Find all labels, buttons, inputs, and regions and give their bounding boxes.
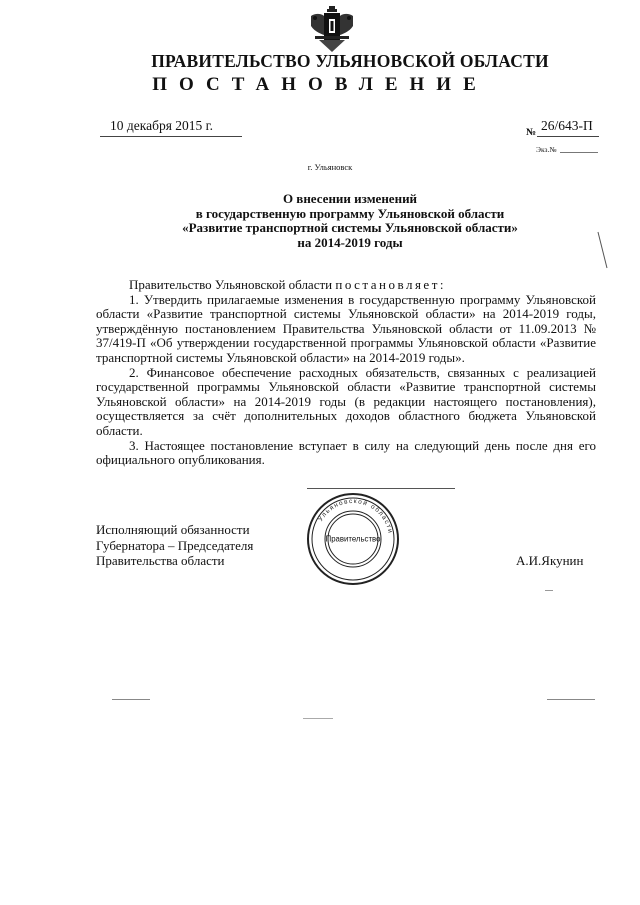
government-title: ПРАВИТЕЛЬСТВО УЛЬЯНОВСКОЙ ОБЛАСТИ xyxy=(151,51,549,71)
signer-position-line: Правительства области xyxy=(96,553,225,568)
decree-subject xyxy=(0,192,640,250)
date-underline xyxy=(100,136,242,137)
preamble-resolves: постановляет: xyxy=(335,277,446,292)
scan-artifact xyxy=(547,699,595,700)
copy-number-mark: Экз.№ xyxy=(536,145,557,154)
decree-item-3: 3. Настоящее постановление вступает в силу на следующий день после дня его официального опубликования. xyxy=(96,437,596,468)
copy-number-underline xyxy=(560,152,598,153)
subject-line: О внесении изменений xyxy=(282,191,418,206)
city-name: г. Ульяновск xyxy=(307,162,353,172)
scan-mark xyxy=(596,230,610,270)
scan-artifact xyxy=(303,718,333,719)
preamble xyxy=(96,278,596,293)
decree-body xyxy=(96,278,596,468)
subject-line: в государственную программу Ульяновской области xyxy=(195,205,505,221)
coat-of-arms-emblem xyxy=(307,2,357,54)
official-seal xyxy=(305,491,401,587)
scan-artifact xyxy=(545,590,553,591)
signer-position xyxy=(96,522,253,569)
subject-line: на 2014-2019 годы xyxy=(297,234,403,250)
svg-text:Ульяновской области xyxy=(317,498,394,535)
decree-item-2: 2. Финансовое обеспечение расходных обязательств, связанных с реализацией государственной программы Ульяновской области «Развитие транспортной системы Ульяновской области» на 2014-2019 годы (в редакции настоящего постановления), осуществляется за счёт дополнительных доходов областного бюджета Ульяновской области. xyxy=(96,364,596,438)
scan-artifact xyxy=(112,699,150,700)
number-mark: № xyxy=(526,127,537,138)
signature-separator xyxy=(307,488,455,489)
seal-center-text: Правительство xyxy=(325,534,381,544)
seal-ring-text: Ульяновской области xyxy=(317,497,394,535)
decree-item-1: 1. Утвердить прилагаемые изменения в государственную программу Ульяновской области «Развитие транспортной системы Ульяновской области» на 2014-2019 годы, утверждённую постановлением Правительства Ульяновской области от 11.09.2013 № 37/419-П «Об утверждении государственной программы Ульяновской области «Развитие транспортной системы Ульяновской области» на 2014-2019 годы». xyxy=(96,291,596,365)
decree-date: 10 декабря 2015 г. xyxy=(110,118,214,133)
subject-line: «Развитие транспортной системы Ульяновской области» xyxy=(182,220,518,235)
signer-name: А.И.Якунин xyxy=(516,553,584,568)
preamble-text: Правительство Ульяновской области xyxy=(129,277,336,292)
signer-position-line: Губернатора – Председателя xyxy=(96,537,254,553)
decree-number: 26/643-П xyxy=(541,118,593,133)
document-kind-title: ПОСТАНОВЛЕНИЕ xyxy=(152,74,488,95)
signer-position-line: Исполняющий обязанности xyxy=(96,522,250,537)
number-underline xyxy=(537,136,599,137)
